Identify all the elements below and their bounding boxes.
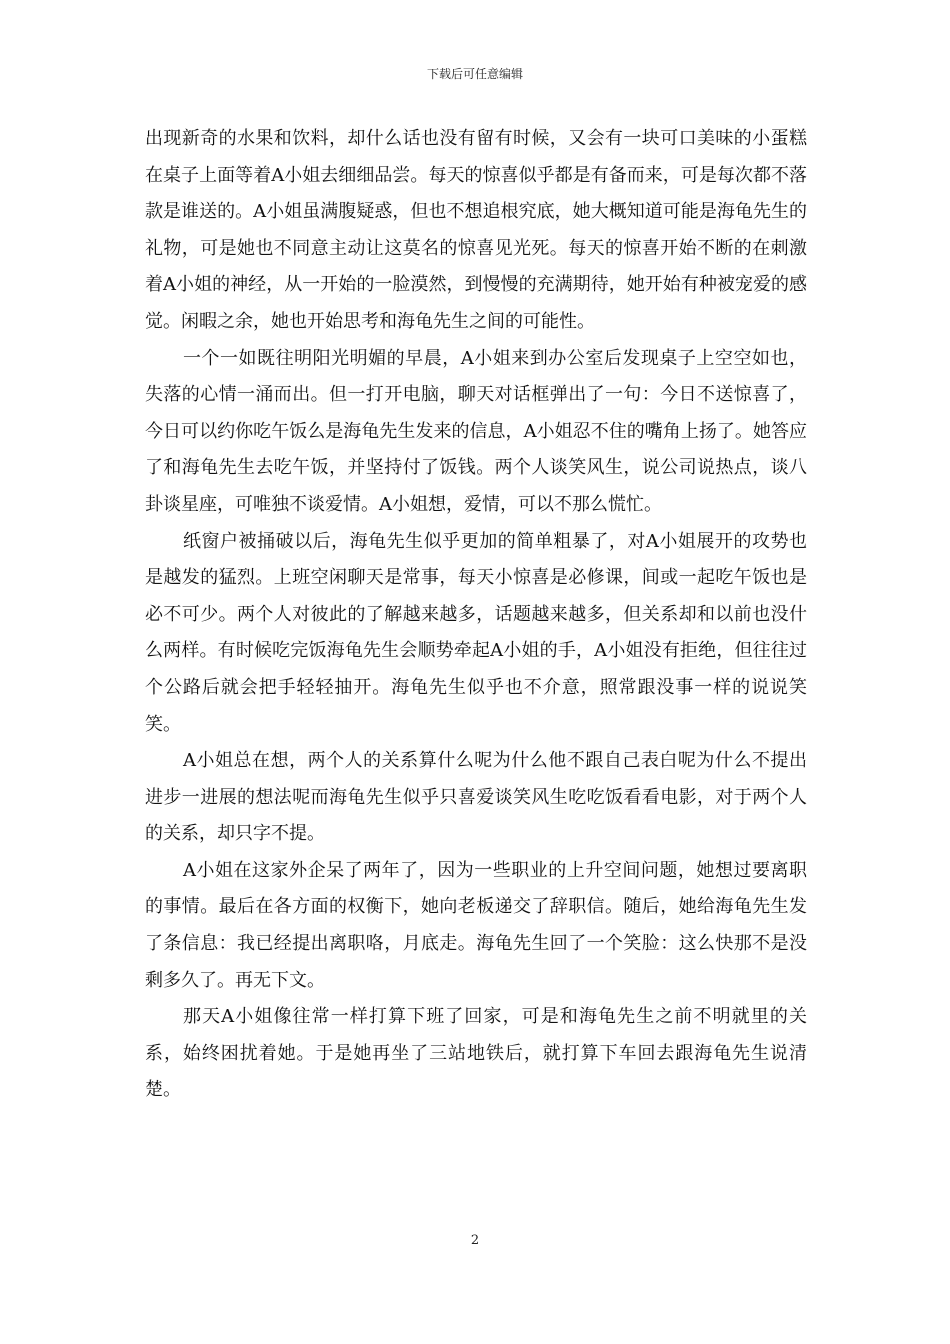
document-body: [145, 121, 807, 1109]
paragraph-3: 纸窗户被捅破以后，海龟先生似乎更加的简单粗暴了，对A小姐展开的攻势也是越发的猛烈。上班空闲聊天是常事，每天小惊喜是必修课，间或一起吃午饭也是必不可少。两个人对彼此的了解越来越多，话题越来越多，但关系却和以前也没什么两样。有时候吃完饭海龟先生会顺势牵起A小姐的手，A小姐没有拒绝，但往往过个公路后就会把手轻轻抽开。海龟先生似乎也不介意，照常跟没事一样的说说笑笑。: [145, 530, 807, 735]
paragraph-2: 一个一如既往明阳光明媚的早晨，A小姐来到办公室后发现桌子上空空如也，失落的心情一涌而出。但一打开电脑，聊天对话框弹出了一句：今日不送惊喜了，今日可以约你吃午饭么是海龟先生发来的信息，A小姐忍不住的嘴角上扬了。她答应了和海龟先生去吃午饭，并坚持付了饭钱。两个人谈笑风生，说公司说热点，谈八卦谈星座，可唯独不谈爱情。A小姐想，爱情，可以不那么慌忙。: [145, 347, 807, 515]
paragraph-6: 那天A小姐像往常一样打算下班了回家，可是和海龟先生之前不明就里的关系，始终困扰着她。于是她再坐了三站地铁后，就打算下车回去跟海龟先生说清楚。: [145, 1006, 807, 1101]
page-header: 下载后可任意编辑: [426, 67, 523, 81]
paragraph-5: A小姐在这家外企呆了两年了，因为一些职业的上升空间问题，她想过要离职的事情。最后在各方面的权衡下，她向老板递交了辞职信。随后，她给海龟先生发了条信息：我已经提出离职咯，月底走。海龟先生回了一个笑脸：这么快那不是没剩多久了。再无下文。: [145, 859, 807, 991]
paragraph-1: 出现新奇的水果和饮料，却什么话也没有留有时候，又会有一块可口美味的小蛋糕在桌子上面等着A小姐去细细品尝。每天的惊喜似乎都是有备而来，可是每次都不落款是谁送的。A小姐虽满腹疑惑，但也不想追根究底，她大概知道可能是海龟先生的礼物，可是她也不同意主动让这莫名的惊喜见光死。每天的惊喜开始不断的在刺激着A小姐的神经，从一开始的一脸漠然，到慢慢的充满期待，她开始有种被宠爱的感觉。闲暇之余，她也开始思考和海龟先生之间的可能性。: [145, 128, 807, 332]
page-number: 2: [470, 1233, 480, 1248]
paragraph-4: A小姐总在想，两个人的关系算什么呢为什么他不跟自己表白呢为什么不提出进步一进展的想法呢而海龟先生似乎只喜爱谈笑风生吃吃饭看看电影，对于两个人的关系，却只字不提。: [145, 750, 807, 845]
